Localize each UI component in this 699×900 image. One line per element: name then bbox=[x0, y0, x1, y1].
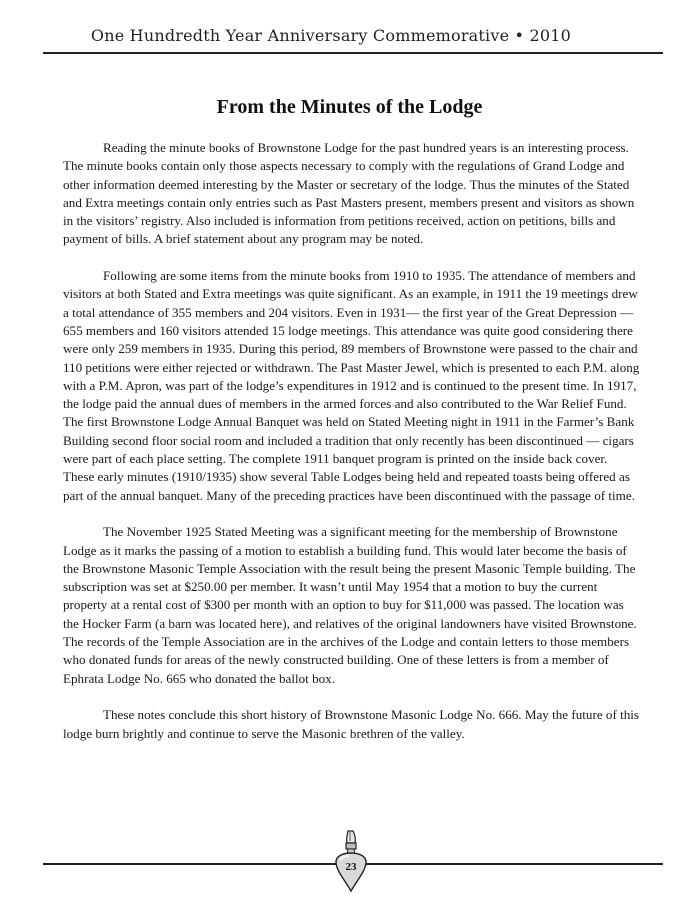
running-header bbox=[43, 24, 663, 54]
article-body bbox=[63, 139, 641, 761]
paragraph-conclusion: These notes conclude this short history of Brownstone Masonic Lodge No. 666. May the future of this lodge burn brightly and continue to serve the Masonic brethren of the valley. bbox=[63, 707, 640, 741]
page-number: 23 bbox=[345, 861, 357, 873]
running-header-title: One Hundredth Year Anniversary Commemorative • 2010 bbox=[90, 26, 571, 45]
paragraph-intro: Reading the minute books of Brownstone Lodge for the past hundred years is an interesting process. The minute books contain only those aspects necessary to comply with the regulations of Grand Lodge and other information deemed interesting by the Master or secretary of the lodge. Thus the minutes of the Stated and Extra meetings contain only entries such as Past Masters present, members present and visitors as shown in the visitors’ registry. Also included is information from petitions received, action on petitions, bills and payment of bills. A brief statement about any program may be noted. bbox=[63, 140, 635, 247]
paragraph-early-minutes: Following are some items from the minute books from 1910 to 1935. The attendance of members and visitors at both Stated and Extra meetings was quite significant. As an example, in 1911 the 19 meetings drew a total attendance of 355 members and 204 visitors. Even in 1931— the first year of the Great Depression — 655 members and 160 visitors attended 15 lodge meetings. This attendance was quite good considering there were only 259 members in 1935. During this period, 89 members of Brownstone were passed to the chair and 110 petitions were either rejected or withdrawn. The Past Master Jewel, which is presented to each P.M. along with a P.M. Apron, was part of the lodge’s expenditures in 1912 and is continued to the present time. In 1917, the lodge paid the annual dues of members in the armed forces and also contributed to the War Relief Fund. The first Brownstone Lodge Annual Banquet was held on Stated Meeting night in 1911 in the Farmer’s Bank Building second floor social room and included a tradition that only recently has been discontinued — cigars were part of each place setting. The complete 1911 banquet program is printed on the inside back cover. These early minutes (1910/1935) show several Table Lodges being held and repeated toasts being offered as part of the annual banquet. Many of the preceding practices have been discontinued with the passage of time. bbox=[63, 268, 640, 503]
article-title: From the Minutes of the Lodge bbox=[216, 96, 483, 118]
paragraph-building-fund: The November 1925 Stated Meeting was a significant meeting for the membership of Brownstone Lodge as it marks the passing of a motion to establish a building fund. This would later become the basis of the Brownstone Masonic Temple Association with the result being the present Masonic Temple building. The subscription was set at $250.00 per member. It wasn’t until May 1954 that a motion to buy the current property at a rental cost of $300 per month with an option to buy for $11,000 was passed. The location was the Hocker Farm (a barn was located here), and relatives of the original landowners have visited Brownstone. The records of the Temple Association are in the archives of the Lodge and contain letters to those members who donated funds for areas of the newly constructed building. One of these letters is from a member of Ephrata Lodge No. 665 who donated the ballot box. bbox=[63, 524, 637, 686]
